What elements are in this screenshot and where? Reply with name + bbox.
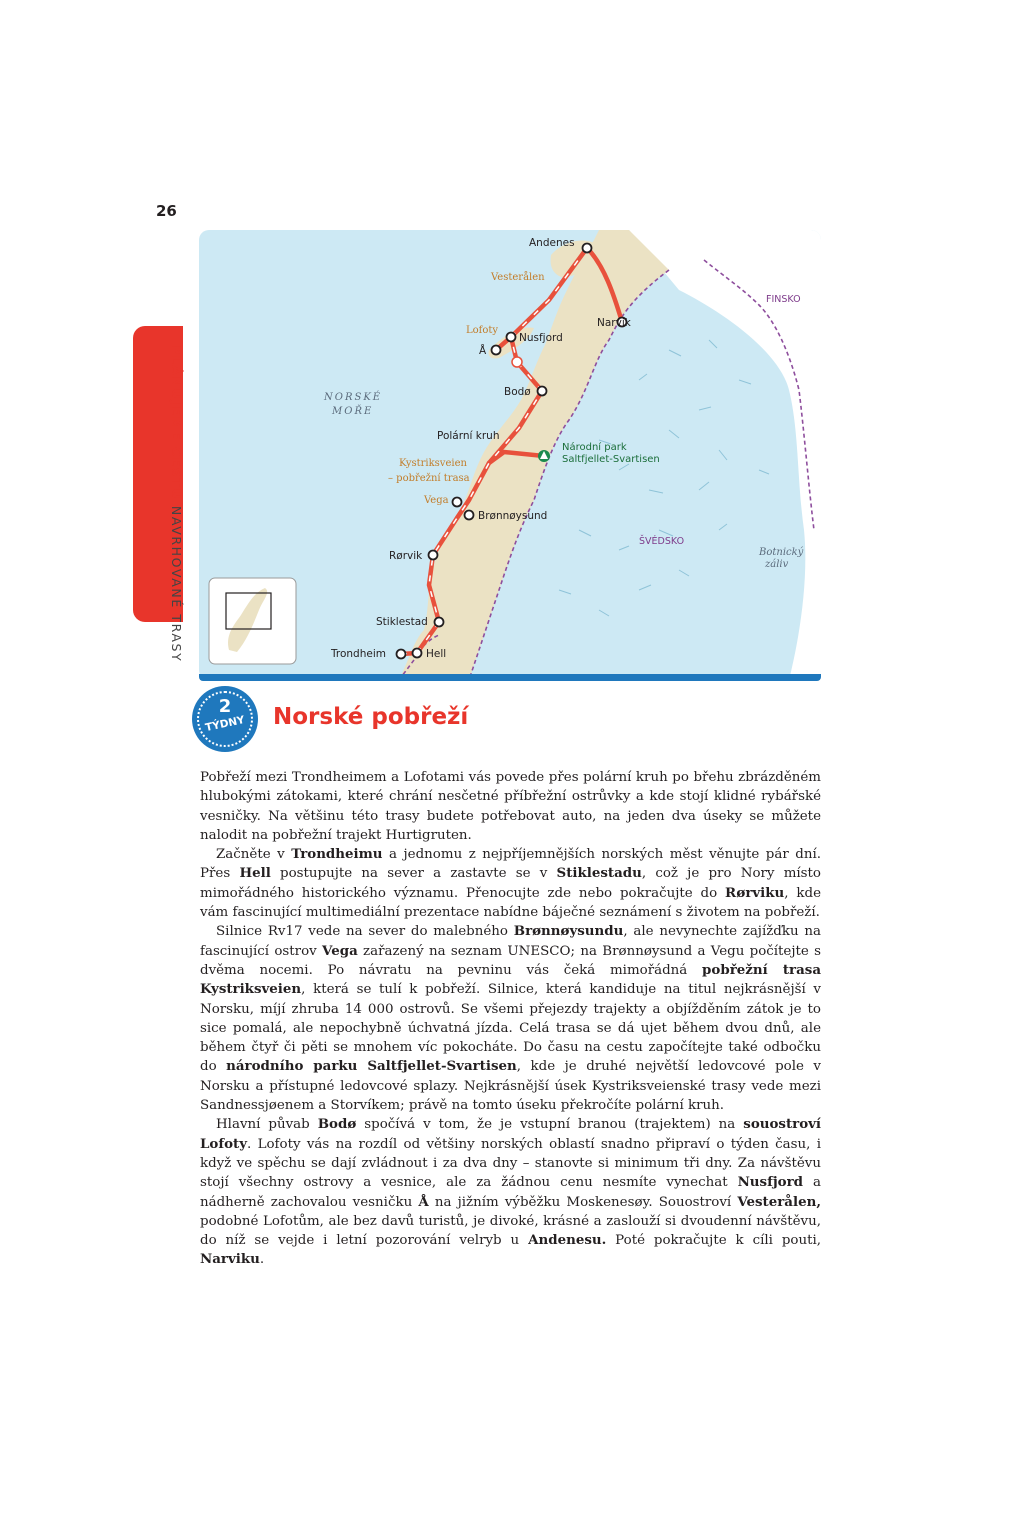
paragraph-text: zařazený na seznam UNESCO; na Brønnøysund a Vegu počítejte s dvěma nocemi. Po návratu na pevninu vás čeká mimořádná [200,943,821,978]
paragraph-text: , ale nevynechte zajížďku na fascinující ostrov [200,924,821,959]
map-label-lofoty: Lofoty [466,325,499,336]
bold-place-name: Vesterålen, [737,1193,821,1210]
chapter-label-strong: PLÁNUJEME CESTU [169,345,184,501]
map-label-vega: Vega [424,495,449,506]
paragraph-text: . Lofoty vás na rozdíl od většiny norských oblastí snadno připraví o týden času, i když ve spěchu se dají zvládnout i za dva dny – stanovte si minimum tři dny. Za návštěvu stojí všechny ostrovy a vesnice, ale za žádnou cenu nesmíte vynechat [200,1136,821,1191]
paragraph-text: postupujte na sever a zastavte se v [270,866,557,882]
paragraph-text: Hlavní půvab [216,1117,318,1133]
stop-marker-trondheim [397,650,406,659]
bold-place-name: Brønnøysundu [513,923,624,940]
stop-marker-hell [413,649,422,658]
bold-place-name: Andenesu. [528,1232,607,1249]
paragraph-text: Silnice Rv17 vede na sever do malebného [216,924,514,940]
locator-inset [209,578,296,664]
paragraph-text: a jednomu z nejpříjemnějších norských měst věnujte pár dní. Přes [200,847,821,882]
bold-place-name: Å [418,1193,429,1210]
body-text [200,768,821,1270]
paragraph-text: , kde vám fascinující multimediální prezentace nabídne báječné seznámení s životem na pobřeží. [200,885,821,921]
stop-marker-rorvik [429,551,438,560]
page-number: 26 [156,202,177,220]
map-label-park-1: Národní park [562,442,627,453]
stop-marker-a [492,346,501,355]
bold-place-name: Rørviku [725,884,785,901]
map-label-rorvik: Rørvik [389,550,423,562]
map-label-coast-road-2: – pobřežní trasa [388,473,470,484]
bold-place-name: pobřežní trasa Kystriksveien [200,961,821,998]
stop-marker-vega [453,498,462,507]
map-label-polar-circle: Polární kruh [437,430,500,442]
paragraph-text: podobné Lofotům, ale bez davů turistů, je divoké, krásné a zaslouží si dvoudenní návštěvu, do níž se vejde i letní pozorování velryb u [200,1213,821,1249]
map-label-sea-1: NORSKÉ [324,392,383,403]
ferry-icon [512,357,522,367]
map-label-stiklestad: Stiklestad [376,616,428,628]
map-label-nusfjord: Nusfjord [519,332,563,344]
map-label-finland: FINSKO [766,294,801,305]
stop-marker-stiklestad [435,618,444,627]
paragraph-text: , která se tulí k pobřeží. Silnice, která kandiduje na titul nejkrásnější v Norsku, míjí zhruba 14 000 ostrovů. Se všemi přejezdy trajekty a objížděním zátok je to sice pomalá, ale nepochybně úchvatná jízda. Celá trasa se dá ujet během dvou dnů, ale během čtyř či pěti se mnohem víc pokocháte. Do času na cestu započítejte také odbočku do [200,982,821,1075]
stop-marker-andenes [583,244,592,253]
paragraph-text: . [259,1252,265,1268]
map-label-bodo: Bodø [504,386,531,398]
map-label-narvik: Narvik [597,317,631,329]
paragraph [200,768,821,845]
bold-place-name: souostroví Lofoty [200,1116,822,1152]
bold-place-name: Hell [239,865,271,882]
paragraph [200,845,821,922]
paragraph-text: Poté pokračujte k cíli pouti, [606,1233,821,1249]
stop-marker-nusfjord [507,333,516,342]
map-label-vesteralen: Vesterålen [491,272,545,283]
bold-place-name: národního parku Saltfjellet-Svartisen [226,1058,517,1075]
stop-marker-bronnoysund [465,511,474,520]
paragraph-text: spočívá v tom, že je vstupní branou (trajektem) na [356,1117,744,1133]
map-label-trondheim: Trondheim [331,648,386,660]
paragraph [200,922,821,1115]
paragraph-text: na jižním výběžku Moskenesøy. Souostroví [428,1194,738,1210]
badge-unit: TÝDNY [204,713,246,735]
chapter-label-light: NAVRHOVANÉ TRASY [169,505,184,663]
badge-number: 2 [218,696,232,717]
paragraph-text: a nádherně zachovalou vesničku [200,1175,821,1210]
bold-place-name: Trondheimu [291,846,383,863]
section-title: Norské pobřeží [273,704,469,730]
paragraph-text: Začněte v [216,847,292,863]
paragraph-text: , což je pro Nory místo mimořádného historického významu. Přenocujte zde nebo pokračujte do [200,866,821,901]
paragraph-text: , kde je druhé největší ledovcové pole v Norsku a přístupné ledovcové splazy. Nejkrásnější úsek Kystriksveienské trasy vede mezi Sandnessjøenem a Storvíkem; právě na tomto úseku překročíte polární kruh. [200,1059,821,1114]
map-label-park-2: Saltfjellet-Svartisen [562,454,660,465]
map-label-a: Å [479,345,487,357]
paragraph-text: Pobřeží mezi Trondheimem a Lofotami vás povede přes polární kruh po břehu zbrázděném hlubokými zátokami, které chrání nesčetné příbřežní ostrůvky a kde stojí klidné rybářské vesničky. Na většinu této trasy budete potřebovat auto, na jeden dva úseky se můžete nalodit na pobřežní trajekt Hurtigruten. [200,770,821,843]
map-label-gulf-1: Botnický [759,547,804,558]
map-bottom-bar [199,674,821,681]
bold-place-name: Nusfjord [737,1174,804,1191]
route-duration-badge [192,686,258,752]
bold-place-name: Bodø [317,1116,357,1133]
paragraph [200,1115,821,1269]
bold-place-name: Stiklestadu [556,865,642,882]
map-label-hell: Hell [426,648,447,660]
map-label-sea-2: MOŘE [332,406,374,417]
bold-place-name: Narviku [200,1251,260,1268]
bold-place-name: Vega [322,942,358,959]
route-map [199,230,821,680]
map-label-bronnoysund: Brønnøysund [478,510,548,522]
map-label-gulf-2: záliv [765,559,789,570]
map-label-sweden: ŠVÉDSKO [639,536,685,547]
stop-marker-bodo [538,387,547,396]
map-label-andenes: Andenes [529,237,575,249]
map-label-coast-road-1: Kystriksveien [399,458,467,469]
